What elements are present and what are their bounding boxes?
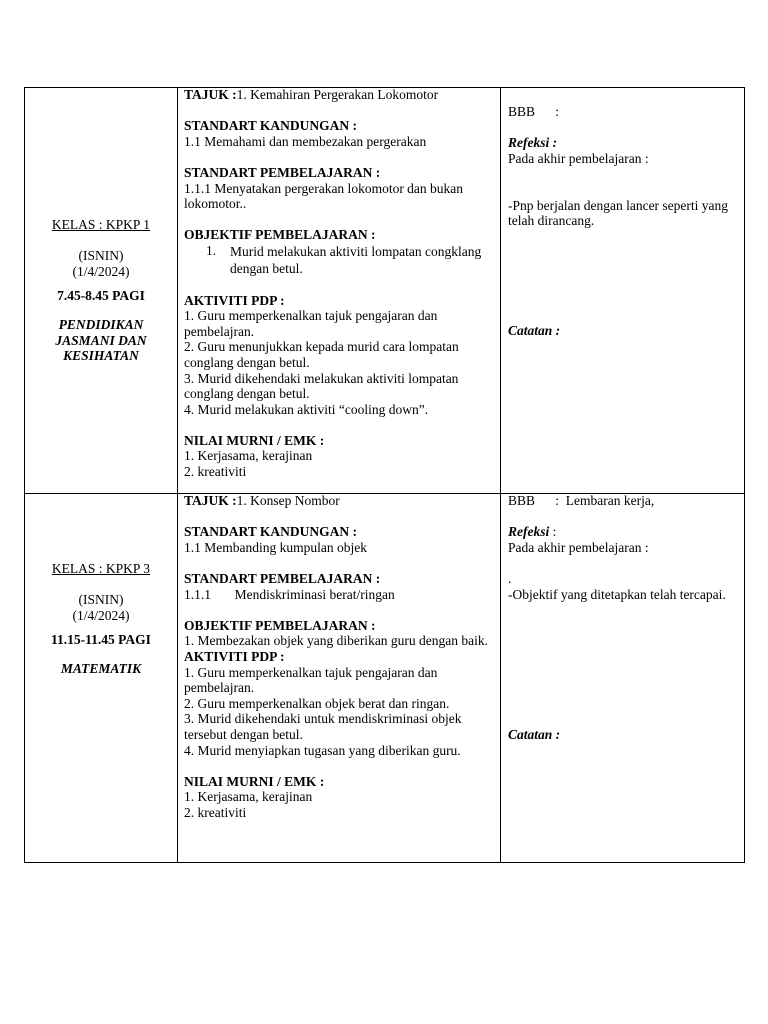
lesson-content-cell bbox=[178, 494, 501, 863]
value-1: 1. Kerjasama, kerajinan bbox=[184, 448, 313, 464]
bbb-line: BBB : bbox=[508, 104, 560, 119]
activity-label: AKTIVITI PDP : bbox=[184, 648, 285, 664]
value-2: 2. kreativiti bbox=[184, 804, 247, 820]
date: (1/4/2024) bbox=[72, 263, 130, 279]
reflection-note: -Pnp berjalan dengan lancer seperti yang telah dirancang. bbox=[508, 197, 729, 229]
topic-label: TAJUK : bbox=[184, 493, 237, 508]
day: (ISNIN) bbox=[78, 248, 124, 264]
reflection-cell bbox=[501, 494, 745, 863]
lesson-content-cell bbox=[178, 88, 501, 494]
activity-1: 1. Guru memperkenalkan tajuk pengajaran dan pembelajran. bbox=[184, 308, 438, 339]
subject-line-3: KESIHATAN bbox=[63, 348, 139, 364]
reflection-dot: . bbox=[508, 570, 512, 586]
objective-item bbox=[184, 243, 494, 277]
activity-4: 4. Murid menyiapkan tugasan yang diberikan guru. bbox=[184, 742, 461, 758]
activity-3: 3. Murid dikehendaki untuk mendiskriminasi objek tersebut dengan betul. bbox=[184, 711, 462, 742]
content-standard-label: STANDART KANDUNGAN : bbox=[184, 524, 358, 540]
lesson-row-1 bbox=[25, 88, 745, 494]
class-info-cell bbox=[25, 494, 178, 863]
objective-label: OBJEKTIF PEMBELAJARAN : bbox=[184, 227, 376, 243]
subject-line-2: JASMANI DAN bbox=[55, 332, 147, 348]
activity-4: 4. Murid melakukan aktiviti “cooling down”. bbox=[184, 401, 429, 417]
content-standard-label: STANDART KANDUNGAN : bbox=[184, 118, 358, 134]
topic-label: TAJUK : bbox=[184, 87, 237, 102]
time: 11.15-11.45 PAGI bbox=[51, 631, 151, 647]
objective-text: 1. Membezakan objek yang diberikan guru dengan baik. bbox=[184, 633, 489, 649]
values-label: NILAI MURNI / EMK : bbox=[184, 773, 325, 789]
notes-label: Catatan : bbox=[508, 727, 561, 743]
day: (ISNIN) bbox=[78, 592, 124, 608]
reflection-text: Pada akhir pembelajaran : bbox=[508, 150, 649, 166]
reflection-label: Refeksi bbox=[508, 524, 550, 540]
learning-standard: 1.1.1 Menyatakan pergerakan lokomotor dan bukan lokomotor.. bbox=[184, 180, 464, 212]
objective-label: OBJEKTIF PEMBELAJARAN : bbox=[184, 617, 376, 633]
notes-label: Catatan : bbox=[508, 322, 561, 338]
activity-2: 2. Guru menunjukkan kepada murid cara lompatan conglang dengan betul. bbox=[184, 339, 459, 370]
learning-standard-label: STANDART PEMBELAJARAN : bbox=[184, 570, 381, 586]
activity-1: 1. Guru memperkenalkan tajuk pengajaran dan pembelajran. bbox=[184, 664, 438, 696]
subject-line-1: MATEMATIK bbox=[60, 661, 142, 677]
reflection-note: -Objektif yang ditetapkan telah tercapai. bbox=[508, 586, 726, 602]
activity-label: AKTIVITI PDP : bbox=[184, 292, 285, 308]
content-standard: 1.1 Memahami dan membezakan pergerakan bbox=[184, 133, 427, 149]
date: (1/4/2024) bbox=[72, 608, 130, 623]
value-2: 2. kreativiti bbox=[184, 464, 247, 480]
class-name: KELAS : KPKP 3 bbox=[51, 561, 151, 577]
reflection-text: Pada akhir pembelajaran : bbox=[508, 539, 649, 555]
content-standard: 1.1 Membanding kumpulan objek bbox=[184, 539, 367, 555]
class-name: KELAS : KPKP 1 bbox=[51, 217, 151, 233]
time: 7.45-8.45 PAGI bbox=[57, 287, 145, 303]
topic: 1. Konsep Nombor bbox=[236, 493, 340, 508]
reflection-colon: : bbox=[549, 524, 557, 540]
reflection-cell bbox=[501, 88, 745, 494]
activity-3: 3. Murid dikehendaki melakukan aktiviti lompatan conglang dengan betul. bbox=[184, 370, 459, 402]
lesson-row-2 bbox=[25, 494, 745, 863]
reflection-label: Refeksi : bbox=[508, 135, 558, 151]
learning-standard: 1.1.1 Mendiskriminasi berat/ringan bbox=[184, 586, 395, 602]
topic: 1. Kemahiran Pergerakan Lokomotor bbox=[236, 87, 439, 102]
subject-line-1: PENDIDIKAN bbox=[58, 317, 144, 333]
value-1: 1. Kerjasama, kerajinan bbox=[184, 789, 313, 805]
class-info-cell bbox=[25, 88, 178, 494]
values-label: NILAI MURNI / EMK : bbox=[184, 432, 325, 448]
objective-text: Murid melakukan aktiviti lompatan congklang dengan betul. bbox=[230, 243, 482, 276]
lesson-plan-table bbox=[24, 87, 745, 863]
learning-standard-label: STANDART PEMBELAJARAN : bbox=[184, 164, 381, 180]
objective-number: 1. bbox=[206, 242, 217, 258]
activity-2: 2. Guru memperkenalkan objek berat dan ringan. bbox=[184, 695, 450, 711]
bbb-line: BBB : Lembaran kerja, bbox=[508, 493, 655, 508]
